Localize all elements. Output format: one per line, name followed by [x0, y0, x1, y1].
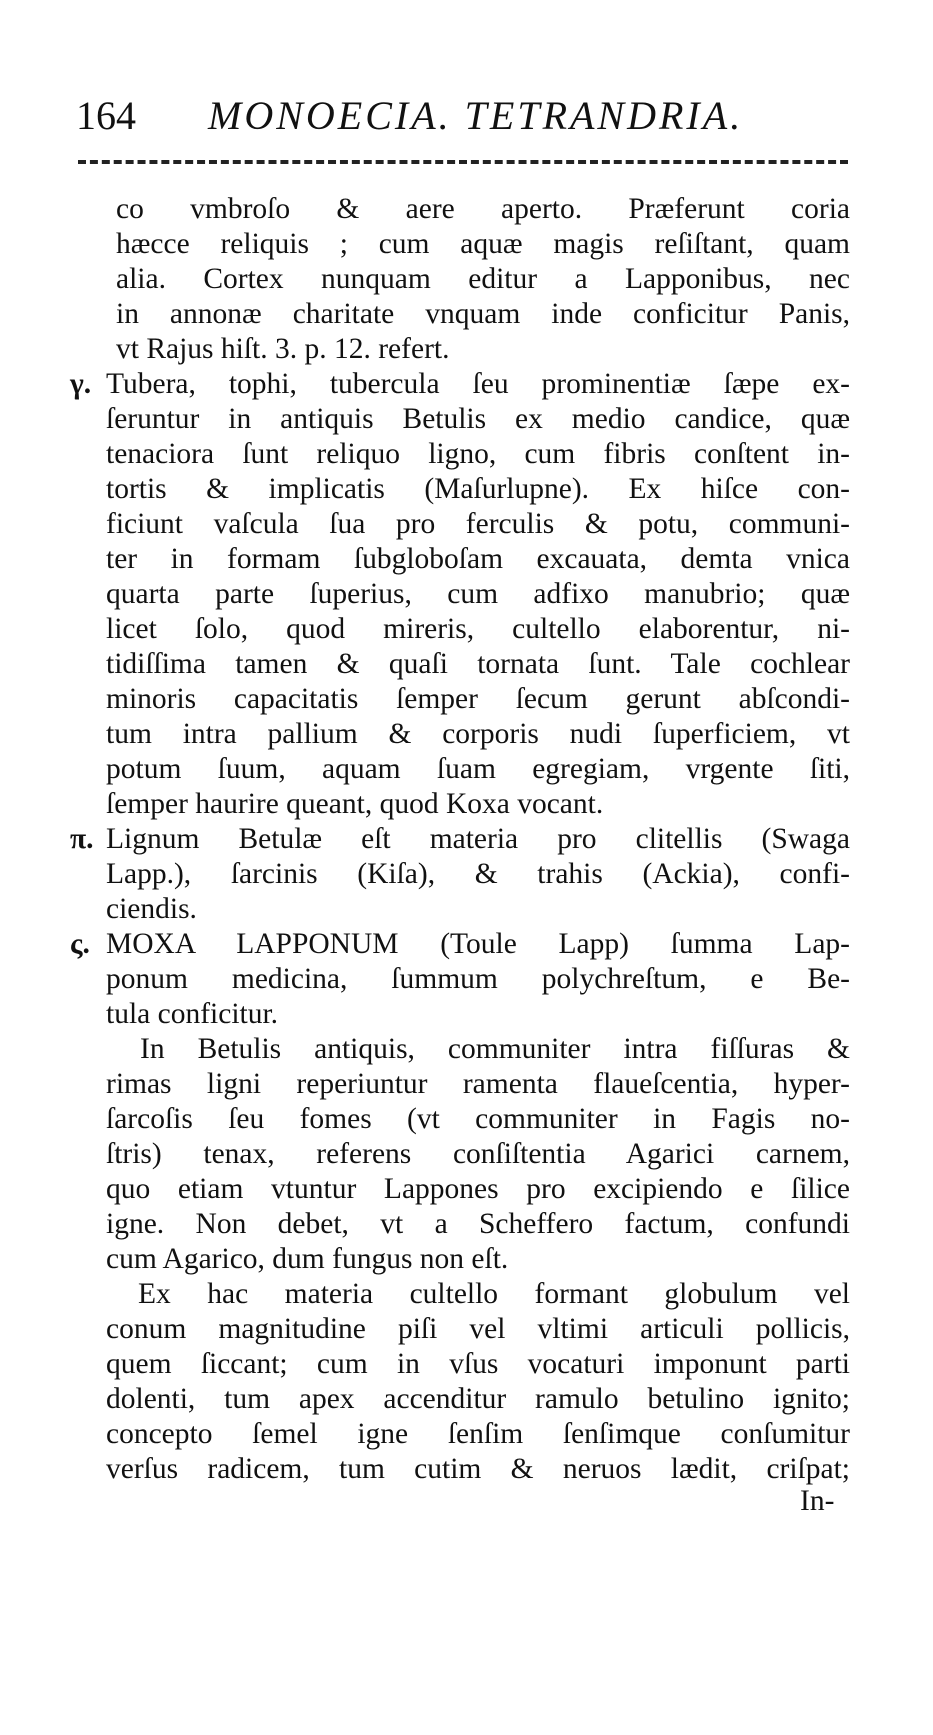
running-title: MONOECIA. TETRANDRIA. — [208, 93, 744, 138]
paragraph-lignum — [70, 822, 850, 927]
text-line: Tubera, tophi, tubercula ſeu prominentiæ ſæpe ex- — [106, 368, 850, 400]
text-line: ponum medicina, ſummum polychreſtum, e Be- — [106, 963, 850, 995]
text-line: igne. Non debet, vt a Scheffero factum, confundi — [106, 1208, 850, 1240]
text-line: In Betulis antiquis, communiter intra fiſſuras & — [140, 1033, 850, 1065]
text-line: ficiunt vaſcula ſua pro ferculis & potu, communi- — [106, 508, 850, 540]
catchword: In- — [800, 1485, 835, 1517]
text-line: potum ſuum, aquam ſuam egregiam, vrgente ſiti, — [106, 753, 850, 785]
text-line: rimas ligni reperiuntur ramenta flaueſcentia, hyper- — [106, 1068, 850, 1100]
text-line: quo etiam vtuntur Lappones pro excipiendo e ſilice — [106, 1173, 850, 1205]
text-line: conum magnitudine piſi vel vltimi articuli pollicis, — [106, 1313, 850, 1345]
text-line: concepto ſemel igne ſenſim ſenſimque conſumitur — [106, 1418, 850, 1450]
text-line: in annonæ charitate vnquam inde conficitur Panis, — [116, 298, 850, 330]
text-line: ter in formam ſubgloboſam excauata, demta vnica — [106, 543, 850, 575]
text-line: tum intra pallium & corporis nudi ſuperficiem, vt — [106, 718, 850, 750]
text-line: ſtris) tenax, referens conſiſtentia Agarici carnem, — [106, 1138, 850, 1170]
paragraph-betulis — [106, 1032, 850, 1277]
text-line: Lapp.), ſarcinis (Kiſa), & trahis (Ackia), confi- — [106, 858, 850, 890]
text-line: quarta parte ſuperius, cum adfixo manubrio; quæ — [106, 578, 850, 610]
text-line: verſus radicem, tum cutim & neruos lædit, criſpat; — [106, 1453, 850, 1485]
paragraph-marker: ς. — [70, 928, 90, 960]
text-line: tula conficitur. — [106, 998, 279, 1030]
text-line: minoris capacitatis ſemper ſecum gerunt abſcondi- — [106, 683, 850, 715]
paragraph-tubera — [70, 367, 850, 822]
text-line: vt Rajus hiſt. 3. p. 12. refert. — [116, 333, 450, 365]
text-line: hæcce reliquis ; cum aquæ magis reſiſtant, quam — [116, 228, 850, 260]
text-line: tidiſſima tamen & quaſi tornata ſunt. Tale cochlear — [106, 648, 850, 680]
text-line: Ex hac materia cultello formant globulum vel — [138, 1278, 850, 1310]
text-line: co vmbroſo & aere aperto. Præferunt coria — [116, 193, 850, 225]
paragraph-continuation — [116, 192, 850, 367]
text-line: alia. Cortex nunquam editur a Lapponibus, nec — [116, 263, 850, 295]
text-line: tortis & implicatis (Maſurlupne). Ex hiſce con- — [106, 473, 850, 505]
text-line: cum Agarico, dum fungus non eſt. — [106, 1243, 509, 1275]
page-number: 164 — [76, 93, 136, 138]
text-line: licet ſolo, quod mireris, cultello elaborentur, ni- — [106, 613, 850, 645]
paragraph-moxa — [70, 927, 850, 1032]
text-line: Lignum Betulæ eſt materia pro clitellis (Swaga — [106, 823, 850, 855]
text-line: quem ſiccant; cum in vſus vocaturi imponunt parti — [106, 1348, 850, 1380]
paragraph-marker: γ. — [70, 368, 92, 400]
text-line: ſeruntur in antiquis Betulis ex medio candice, quæ — [106, 403, 850, 435]
paragraph-marker: π. — [70, 823, 94, 855]
text-line: ſemper haurire queant, quod Koxa vocant. — [106, 788, 604, 820]
text-line: ſarcoſis ſeu fomes (vt communiter in Fagis no- — [106, 1103, 850, 1135]
text-line: MOXA LAPPONUM (Toule Lapp) ſumma Lap- — [106, 928, 850, 960]
page-header — [76, 92, 856, 152]
body-text — [70, 192, 850, 1487]
text-line: tenaciora ſunt reliquo ligno, cum fibris conſtent in- — [106, 438, 850, 470]
header-rule — [78, 160, 848, 164]
text-line: ciendis. — [106, 893, 197, 925]
text-line: dolenti, tum apex accenditur ramulo betulino ignito; — [106, 1383, 850, 1415]
paragraph-ex-hac — [106, 1277, 850, 1487]
